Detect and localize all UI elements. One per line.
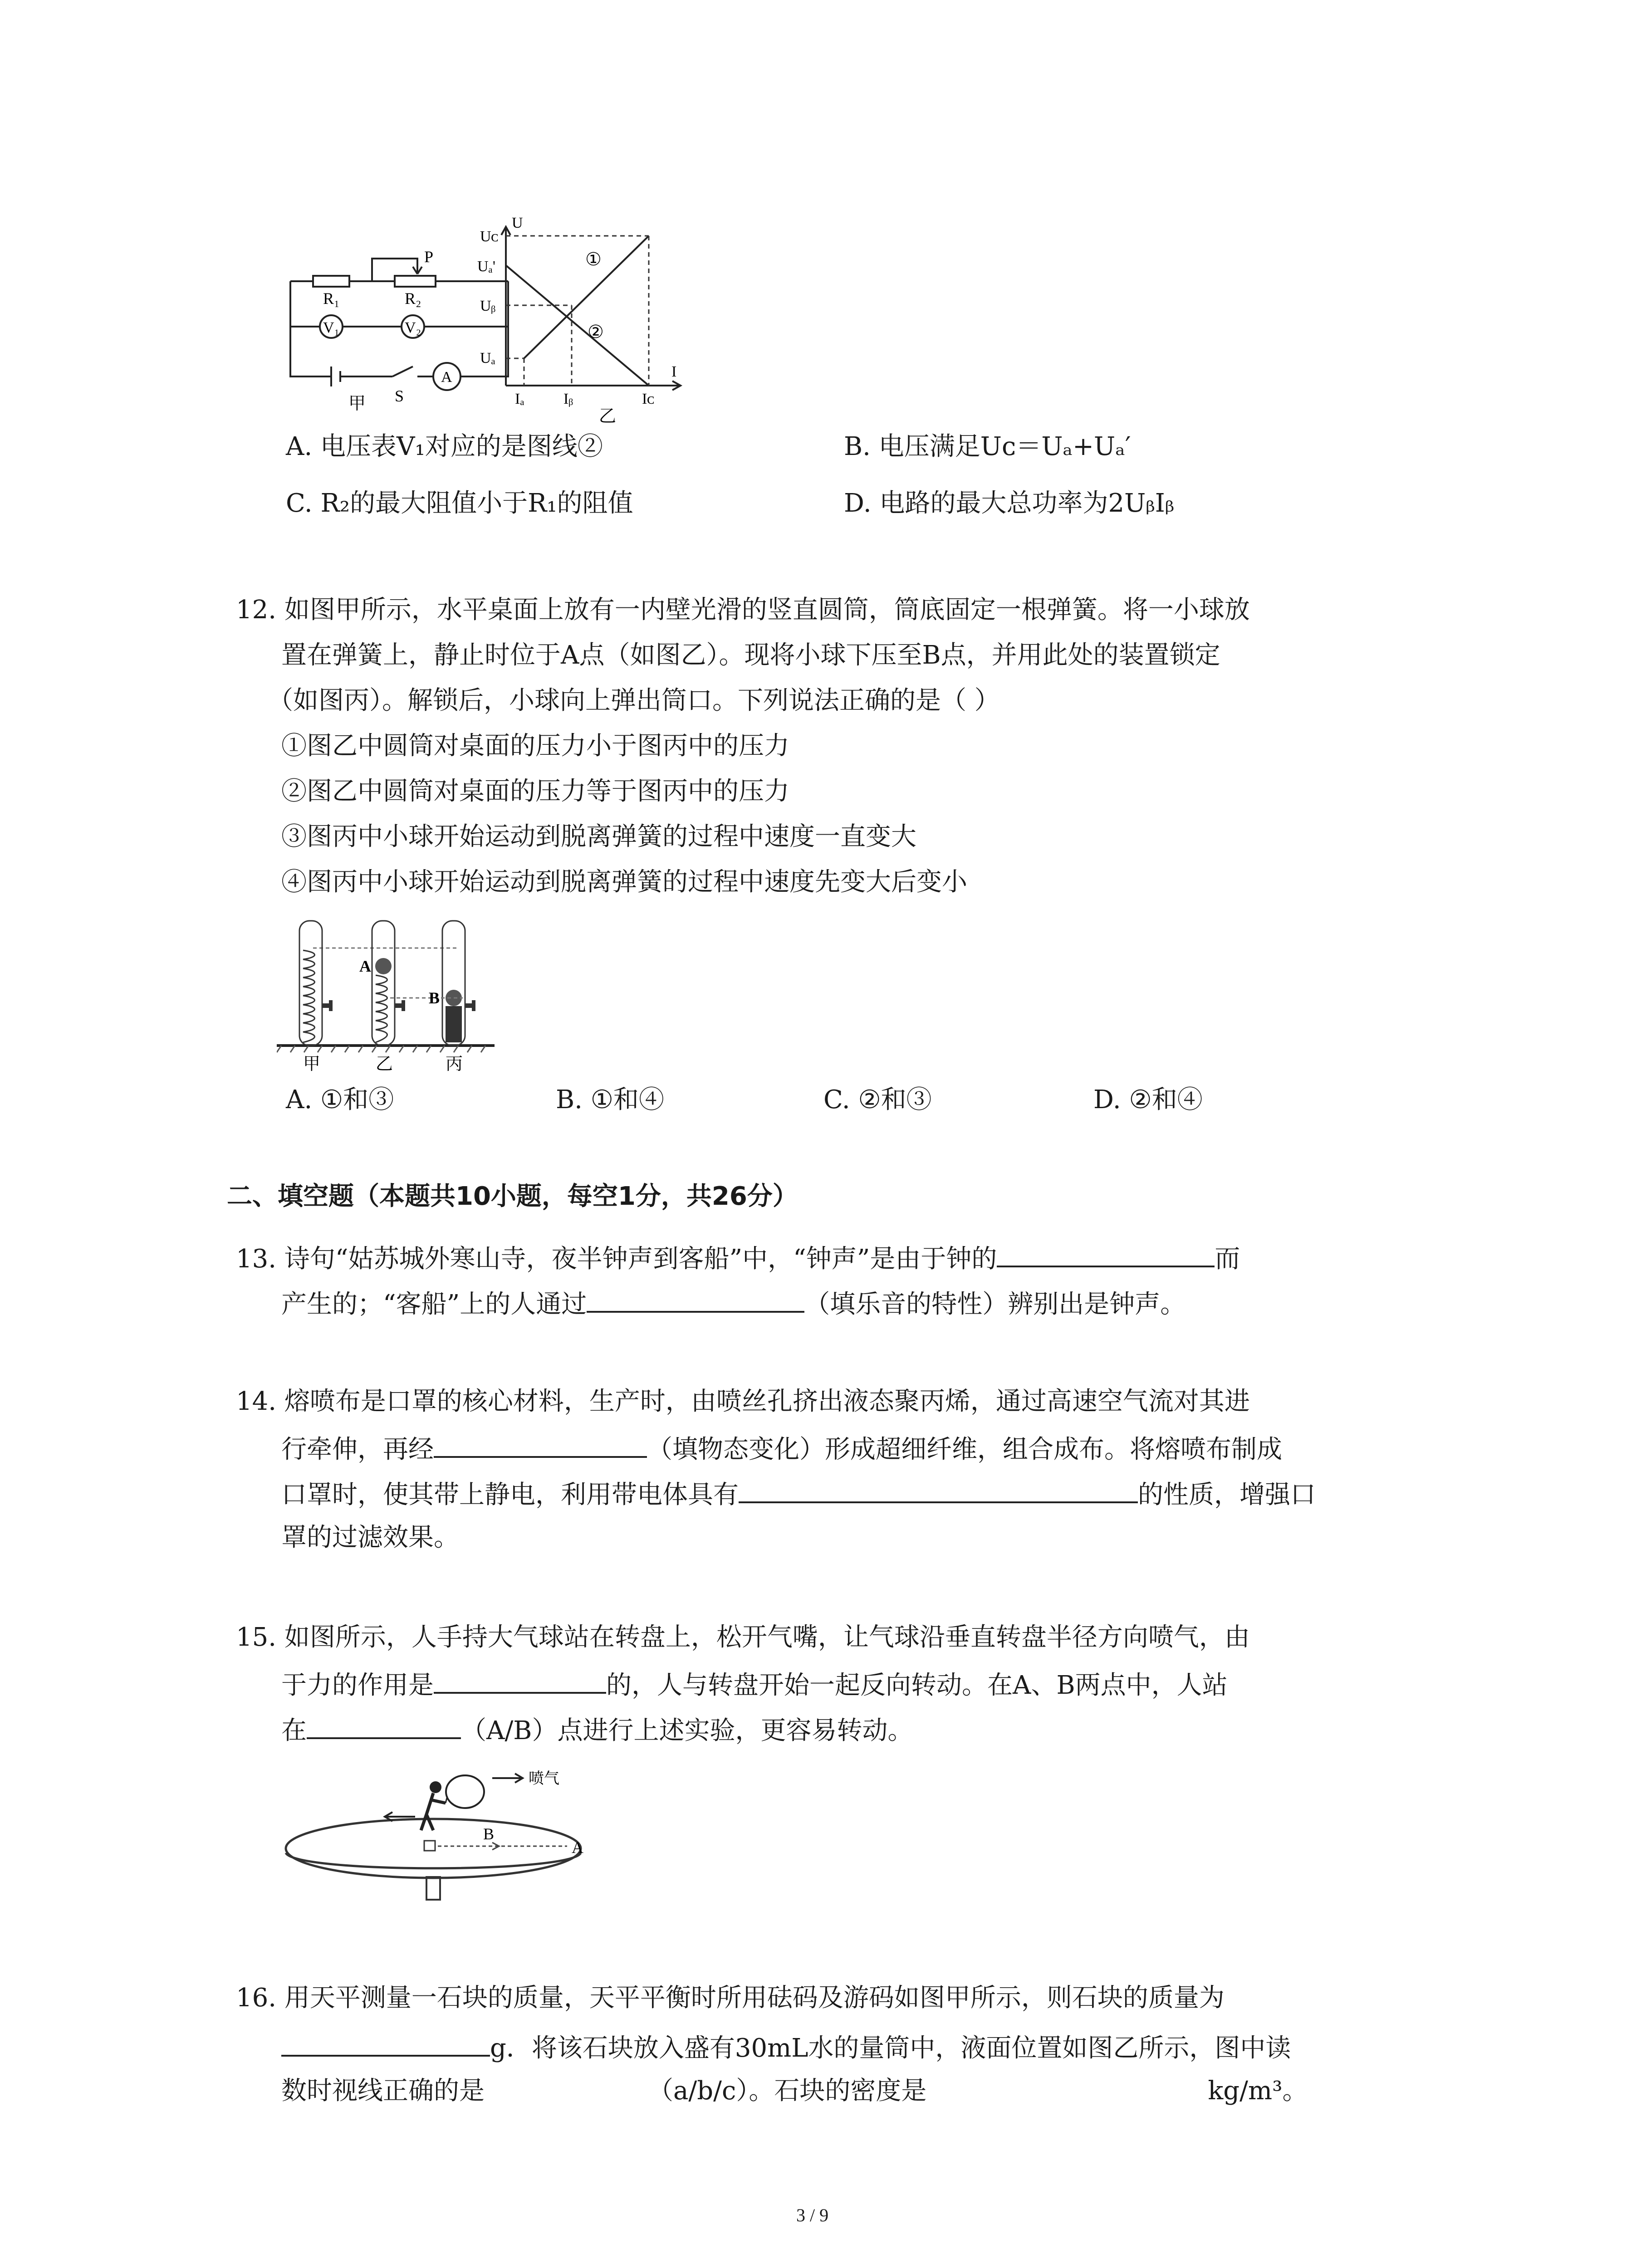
q12-option-c: C. ②和③ xyxy=(823,1085,932,1114)
graph-ua-prime-label: Uₐ' xyxy=(477,258,495,275)
circuit-p-label: P xyxy=(424,248,434,266)
q14-line-1: 14. 熔喷布是口罩的核心材料，生产时，由喷丝孔挤出液态聚丙烯，通过高速空气流对其进 xyxy=(236,1387,1250,1416)
fig-a-point: A xyxy=(359,957,371,975)
q15-text-3a: 在 xyxy=(281,1716,307,1745)
q15-line-3 xyxy=(281,1710,913,1749)
circuit-r1-label: R₁ xyxy=(323,289,340,308)
q16-line-3 xyxy=(281,2073,1308,2109)
q16-blank-1 xyxy=(281,2028,490,2057)
q13-blank-2 xyxy=(587,1284,804,1313)
q14-blank-2 xyxy=(739,1474,1138,1503)
fig-jet-label: 喷气 xyxy=(529,1770,559,1787)
q12-statement-3: ③图丙中小球开始运动到脱离弹簧的过程中速度一直变大 xyxy=(281,822,916,851)
q16-line-1: 16. 用天平测量一石块的质量，天平平衡时所用砝码及游码如图甲所示，则石块的质量为 xyxy=(236,1983,1225,2013)
fig-jia-tube: 甲 xyxy=(303,1055,321,1074)
circuit-s-label: S xyxy=(395,387,404,405)
q13-blank-1 xyxy=(997,1238,1215,1267)
q15-blank-2 xyxy=(307,1710,461,1739)
q16-text-3c: kg/m³。 xyxy=(1208,2076,1308,2106)
q12-line-2: 置在弹簧上，静止时位于A点（如图乙）。现将小球下压至B点，并用此处的装置锁定 xyxy=(281,640,1220,670)
page-number: 3 / 9 xyxy=(796,2205,829,2225)
fig-bing-tube: 丙 xyxy=(446,1055,463,1074)
q14-text-2b: （填物态变化）形成超细纤维，组合成布。将熔喷布制成 xyxy=(647,1435,1282,1464)
q14-line-3 xyxy=(281,1474,1316,1513)
graph-ic-label: Iᴄ xyxy=(642,391,655,407)
q14-text-2a: 行牵伸，再经 xyxy=(281,1435,434,1464)
q12-line-3: （如图丙）。解锁后，小球向上弹出筒口。下列说法正确的是（ ） xyxy=(268,686,1000,715)
circuit-a-label: A xyxy=(441,369,452,386)
graph-line1-label: ① xyxy=(585,249,602,269)
q13-text-1a: 13. 诗句“姑苏城外寒山寺，夜半钟声到客船”中，“钟声”是由于钟的 xyxy=(236,1244,997,1274)
fig-yi-label: 乙 xyxy=(599,407,617,426)
q12-option-d: D. ②和④ xyxy=(1093,1085,1203,1114)
circuit-v2-label: V₂ xyxy=(405,319,421,336)
circuit-r2-label: R₂ xyxy=(405,289,421,308)
q11-ui-graph xyxy=(467,213,694,426)
q12-line-1: 12. 如图甲所示，水平桌面上放有一内壁光滑的竖直圆筒，筒底固定一根弹簧。将一小球放 xyxy=(236,595,1250,625)
q15-turntable-figure xyxy=(277,1760,603,1914)
q11-option-a: A. 电压表V₁对应的是图线② xyxy=(286,432,603,461)
q14-text-3b: 的性质，增强口 xyxy=(1138,1480,1316,1510)
q16-text-2a: g．将该石块放入盛有30mL水的量筒中，液面位置如图乙所示，图中读 xyxy=(490,2033,1291,2063)
q12-statement-4: ④图丙中小球开始运动到脱离弹簧的过程中速度先变大后变小 xyxy=(281,867,967,897)
q12-statement-1: ①图乙中圆筒对桌面的压力小于图丙中的压力 xyxy=(281,731,789,761)
graph-ua-label: Uₐ xyxy=(480,350,495,367)
q15-text-3b: （A/B）点进行上述实验，更容易转动。 xyxy=(461,1716,913,1745)
q12-option-a: A. ①和③ xyxy=(286,1085,394,1114)
q11-option-b: B. 电压满足Uᴄ＝Uₐ+Uₐ′ xyxy=(844,432,1131,461)
graph-ia-label: Iₐ xyxy=(515,391,524,407)
q12-spring-figure xyxy=(277,907,504,1080)
q13-line-2 xyxy=(281,1284,1185,1323)
graph-line2-label: ② xyxy=(588,322,604,342)
section-title: 二、填空题（本题共10小题，每空1分，共26分） xyxy=(227,1182,798,1211)
q16-text-3b: （a/b/c）。石块的密度是 xyxy=(648,2076,927,2106)
q14-line-4: 罩的过滤效果。 xyxy=(281,1523,459,1552)
fig-jia-label: 甲 xyxy=(348,394,366,413)
q13-line-1 xyxy=(236,1238,1240,1277)
circuit-v1-label: V₁ xyxy=(323,319,340,336)
graph-ib-label: Iᵦ xyxy=(563,391,573,407)
q14-blank-1 xyxy=(434,1429,647,1458)
q12-option-b: B. ①和④ xyxy=(556,1085,664,1114)
graph-u-axis: U xyxy=(512,215,523,231)
q11-option-d: D. 电路的最大总功率为2UᵦIᵦ xyxy=(844,489,1175,518)
graph-uc-label: Uᴄ xyxy=(480,228,499,245)
q15-line-2 xyxy=(281,1665,1228,1704)
graph-i-axis: I xyxy=(671,363,677,380)
q16-text-3a: 数时视线正确的是 xyxy=(281,2076,485,2106)
q16-line-2 xyxy=(281,2028,1291,2067)
q13-text-1b: 而 xyxy=(1215,1244,1240,1274)
q15-text-2a: 于力的作用是 xyxy=(281,1671,434,1700)
q12-statement-2: ②图乙中圆筒对桌面的压力等于图丙中的压力 xyxy=(281,777,789,806)
fig-yi-tube: 乙 xyxy=(376,1055,393,1074)
q14-text-3a: 口罩时，使其带上静电，利用带电体具有 xyxy=(281,1480,739,1510)
q13-text-2b: （填乐音的特性）辨别出是钟声。 xyxy=(804,1290,1186,1319)
q15-line-1: 15. 如图所示，人手持大气球站在转盘上，松开气嘴，让气球沿垂直转盘半径方向喷气，由 xyxy=(236,1623,1250,1652)
fig-b-point: B xyxy=(429,989,440,1007)
graph-ub-label: Uᵦ xyxy=(480,298,496,314)
q14-line-2 xyxy=(281,1429,1282,1468)
q13-text-2a: 产生的；“客船”上的人通过 xyxy=(281,1290,587,1319)
fig-a-label: A xyxy=(572,1838,583,1857)
q15-text-2b: 的，人与转盘开始一起反向转动。在A、B两点中，人站 xyxy=(606,1671,1228,1700)
q11-option-c: C. R₂的最大阻值小于R₁的阻值 xyxy=(286,489,633,518)
fig-b-label: B xyxy=(483,1825,495,1843)
q15-blank-1 xyxy=(434,1665,606,1694)
